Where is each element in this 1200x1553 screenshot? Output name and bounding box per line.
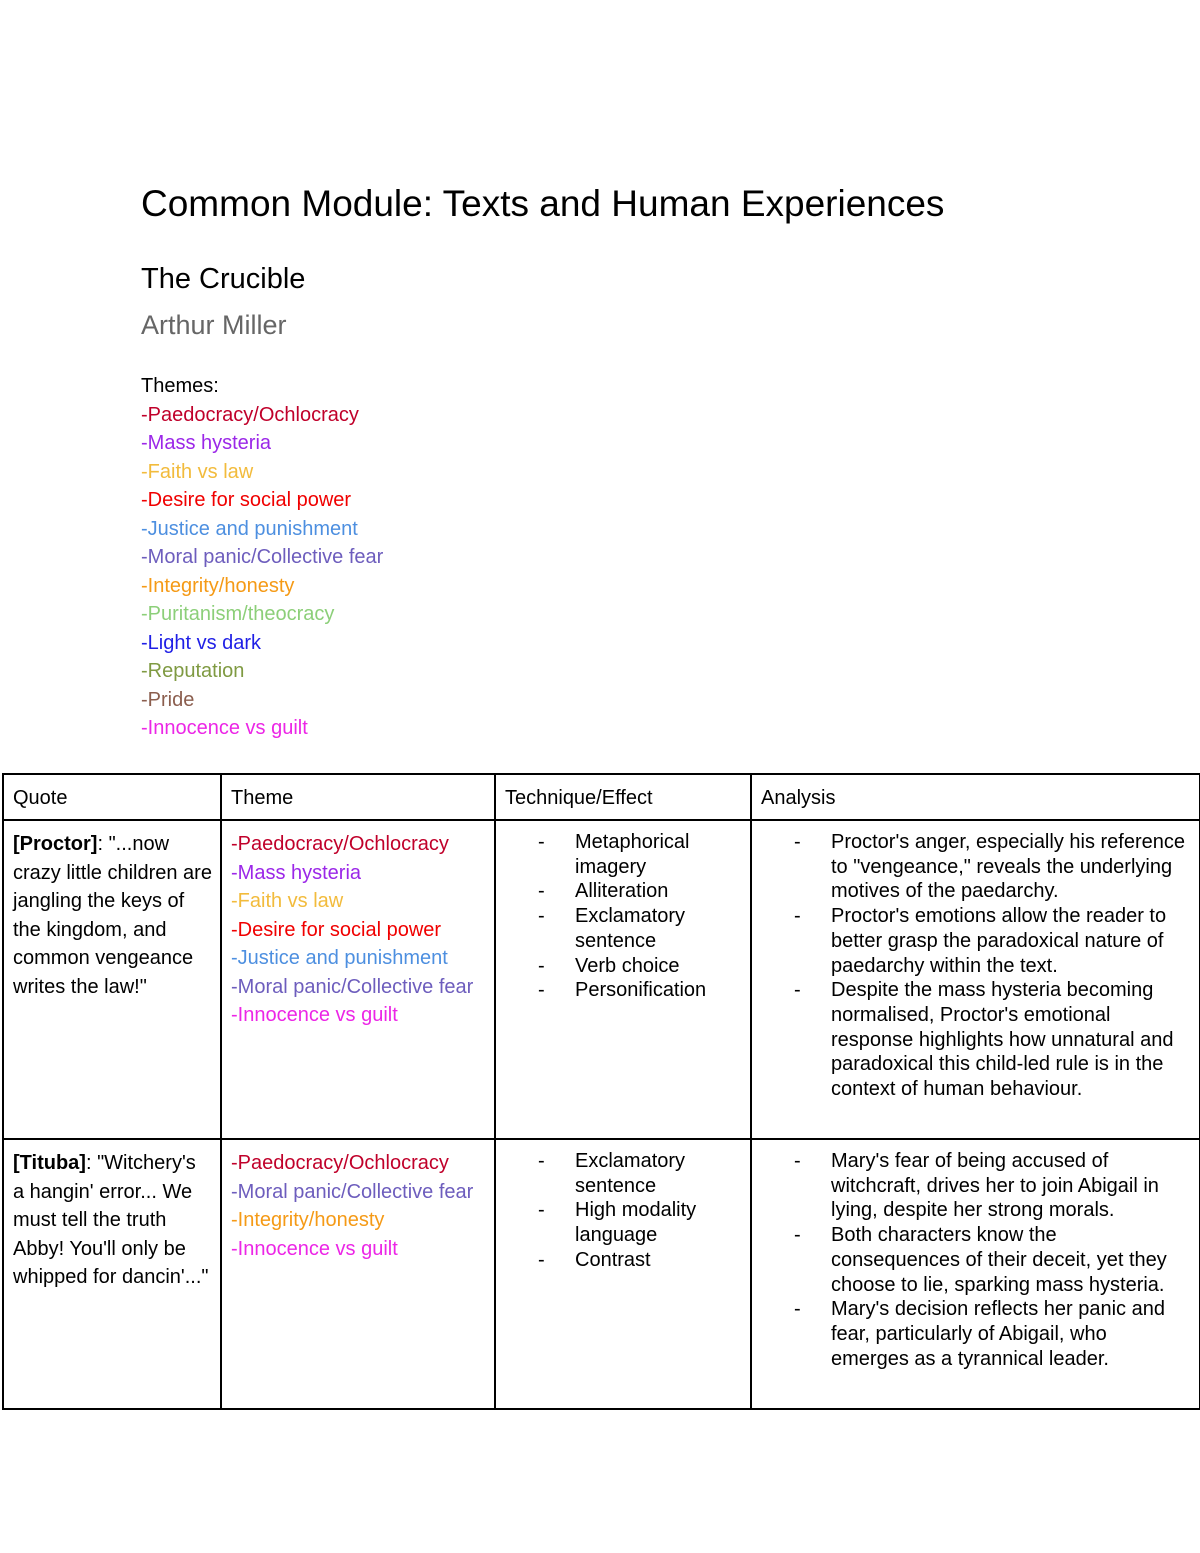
analysis-item xyxy=(752,978,1189,1102)
theme-cell xyxy=(221,1139,495,1409)
theme-item: -Innocence vs guilt xyxy=(141,717,308,739)
technique-item xyxy=(496,904,740,953)
quote-cell xyxy=(3,820,221,1139)
theme-item: -Faith vs law xyxy=(141,460,254,483)
theme-tag: -Innocence vs guilt xyxy=(231,1004,398,1026)
theme-tag: -Innocence vs guilt xyxy=(231,1237,398,1260)
speaker-name: [Proctor] xyxy=(13,833,98,855)
dash-bullet-icon: - xyxy=(538,1150,545,1172)
document-subtitle: The Crucible xyxy=(141,263,306,295)
technique-item xyxy=(496,830,740,879)
theme-item: -Puritanism/theocracy xyxy=(141,603,335,625)
technique-item xyxy=(496,1198,740,1247)
theme-item: -Paedocracy/Ochlocracy xyxy=(141,403,359,426)
dash-bullet-icon: - xyxy=(538,979,545,1002)
theme-tag: -Moral panic/Collective fear xyxy=(231,1180,474,1203)
technique-text: Exclamatory sentence xyxy=(575,905,686,952)
theme-tag: -Faith vs law xyxy=(231,890,344,912)
quote-cell xyxy=(3,1139,221,1409)
technique-text: Exclamatory sentence xyxy=(575,1150,686,1197)
document-author: Arthur Miller xyxy=(141,310,287,340)
theme-item: -Integrity/honesty xyxy=(141,574,295,597)
analysis-text: Proctor's anger, especially his reference to "vengeance," reveals the underlying motives of the paedarchy. xyxy=(831,831,1185,903)
analysis-item xyxy=(752,1297,1189,1371)
dash-bullet-icon: - xyxy=(538,1248,545,1271)
quote-analysis-table xyxy=(2,773,1200,1410)
theme-item: -Mass hysteria xyxy=(141,432,272,454)
theme-item: -Light vs dark xyxy=(141,631,262,654)
technique-text: Verb choice xyxy=(575,954,680,977)
table-header-row xyxy=(3,774,1200,820)
technique-text: Personification xyxy=(575,979,707,1002)
theme-item: -Justice and punishment xyxy=(141,517,358,540)
theme-cell xyxy=(221,820,495,1139)
technique-item xyxy=(496,978,740,1003)
column-header-analysis: Analysis xyxy=(751,774,1200,820)
dash-bullet-icon: - xyxy=(794,905,801,928)
quote-text: : "Witchery's a hangin' error... We must tell the truth Abby! You'll only be whipped for dancin'..." xyxy=(13,1152,209,1288)
dash-bullet-icon: - xyxy=(538,1199,545,1222)
analysis-text: Mary's decision reflects her panic and fear, particularly of Abigail, who emerges as a tyrannical leader. xyxy=(831,1298,1165,1370)
table-row xyxy=(3,820,1200,1139)
dash-bullet-icon: - xyxy=(794,1224,801,1247)
analysis-text: Both characters know the consequences of their deceit, yet they choose to lie, sparking mass hysteria. xyxy=(831,1224,1167,1296)
table-row xyxy=(3,1139,1200,1409)
analysis-text: Proctor's emotions allow the reader to better grasp the paradoxical nature of paedarchy within the text. xyxy=(831,905,1167,977)
theme-item: -Pride xyxy=(141,688,195,711)
theme-tag: -Moral panic/Collective fear xyxy=(231,975,474,998)
technique-cell xyxy=(495,1139,751,1409)
analysis-text: Mary's fear of being accused of witchcraft, drives her to join Abigail in lying, despite her strong morals. xyxy=(831,1150,1159,1222)
technique-text: Alliteration xyxy=(575,880,669,903)
theme-tag: -Paedocracy/Ochlocracy xyxy=(231,1152,449,1174)
theme-tag: -Justice and punishment xyxy=(231,947,448,969)
themes-list xyxy=(141,372,383,743)
analysis-item xyxy=(752,904,1189,978)
technique-item xyxy=(496,954,740,979)
column-header-technique: Technique/Effect xyxy=(495,774,751,820)
theme-item: -Reputation xyxy=(141,660,245,682)
dash-bullet-icon: - xyxy=(538,905,545,928)
column-header-theme: Theme xyxy=(221,774,495,820)
dash-bullet-icon: - xyxy=(538,954,545,977)
dash-bullet-icon: - xyxy=(794,1150,801,1172)
theme-item: -Desire for social power xyxy=(141,489,352,511)
dash-bullet-icon: - xyxy=(538,880,545,903)
theme-tag: -Mass hysteria xyxy=(231,861,362,884)
technique-text: Contrast xyxy=(575,1248,651,1271)
page-title: Common Module: Texts and Human Experiences xyxy=(141,183,945,224)
analysis-item xyxy=(752,830,1189,904)
technique-item xyxy=(496,1248,740,1273)
technique-item xyxy=(496,1149,740,1198)
analysis-text: Despite the mass hysteria becoming normalised, Proctor's emotional response highlights how unnatural and paradoxical this child-led rule is in the context of human behaviour. xyxy=(831,979,1174,1101)
theme-tag: -Integrity/honesty xyxy=(231,1209,385,1231)
theme-item: -Moral panic/Collective fear xyxy=(141,546,384,568)
dash-bullet-icon: - xyxy=(794,1298,801,1321)
technique-item xyxy=(496,879,740,904)
analysis-cell xyxy=(751,820,1200,1139)
analysis-item xyxy=(752,1149,1189,1223)
theme-tag: -Paedocracy/Ochlocracy xyxy=(231,833,449,855)
dash-bullet-icon: - xyxy=(538,831,545,853)
theme-tag: -Desire for social power xyxy=(231,918,442,941)
column-header-quote: Quote xyxy=(3,774,221,820)
dash-bullet-icon: - xyxy=(794,831,801,853)
speaker-name: [Tituba] xyxy=(13,1152,86,1174)
technique-text: Metaphorical imagery xyxy=(575,831,690,878)
dash-bullet-icon: - xyxy=(794,979,801,1002)
quote-text: : "...now crazy little children are jangling the keys of the kingdom, and common vengeance writes the law!" xyxy=(13,833,212,998)
analysis-cell xyxy=(751,1139,1200,1409)
themes-label: Themes: xyxy=(141,375,219,397)
technique-text: High modality language xyxy=(575,1199,697,1247)
analysis-item xyxy=(752,1223,1189,1297)
technique-cell xyxy=(495,820,751,1139)
